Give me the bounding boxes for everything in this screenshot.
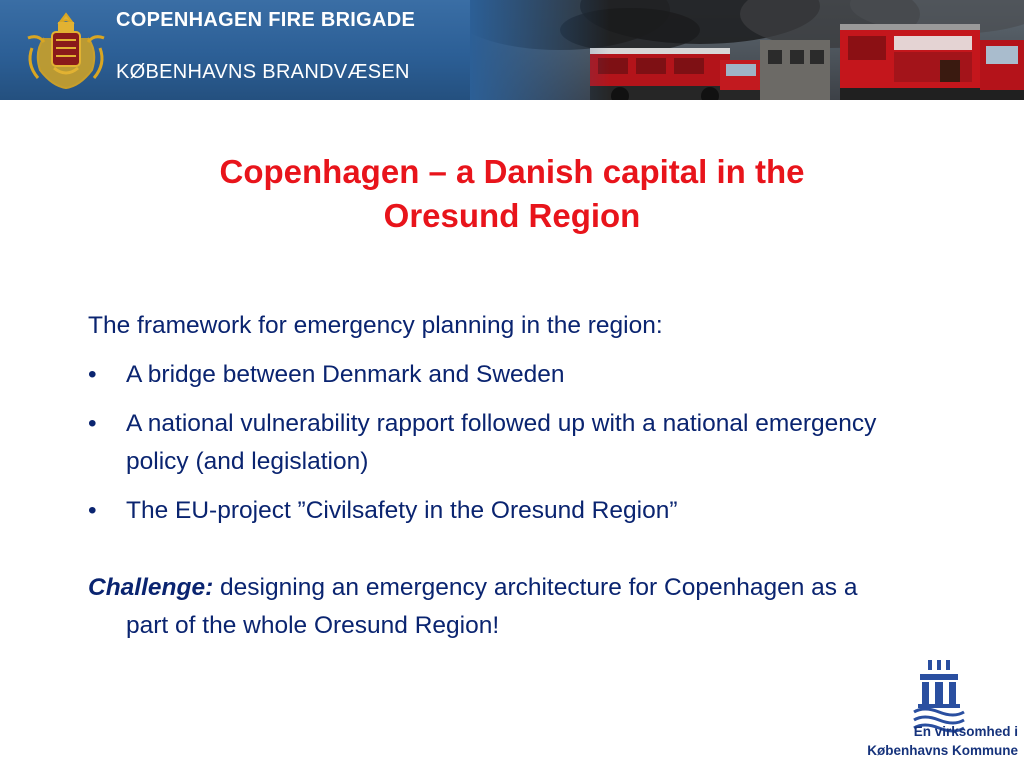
bullet-list [88, 356, 888, 530]
challenge-text: designing an emergency architecture for Copenhagen as a part of the whole Oresund Region! [126, 574, 858, 639]
bullet-item [88, 405, 888, 481]
header-banner [0, 0, 1024, 100]
municipality-caption-line1: En virksomhed i [913, 724, 1018, 739]
bullet-item [88, 356, 888, 394]
challenge-label: Challenge: [88, 574, 214, 601]
slide-title-line1: Copenhagen – a Danish capital in the [219, 153, 805, 190]
intro-text: The framework for emergency planning in the region: [88, 312, 663, 339]
bullet-item [88, 492, 888, 530]
bullet-text: A bridge between Denmark and Sweden [126, 361, 565, 388]
bullet-text: The EU-project ”Civilsafety in the Oresund Region” [126, 497, 678, 524]
coat-of-arms-icon [24, 8, 108, 92]
bullet-glyph: • [88, 497, 97, 524]
banner-fade [470, 0, 610, 100]
brigade-name-english: COPENHAGEN FIRE BRIGADE [116, 9, 416, 31]
brigade-name-danish: KØBENHAVNS BRANDVÆSEN [116, 61, 410, 83]
bullet-text: A national vulnerability rapport followed up with a national emergency policy (and legislation) [126, 410, 877, 475]
bullet-glyph: • [88, 410, 97, 437]
slide-body [88, 307, 888, 670]
municipality-caption-line2: Københavns Kommune [867, 743, 1018, 758]
municipality-caption [838, 722, 1018, 760]
challenge-paragraph [88, 569, 888, 645]
bullet-glyph: • [88, 361, 97, 388]
slide-title-line2: Oresund Region [383, 197, 641, 234]
slide-title [112, 150, 912, 238]
